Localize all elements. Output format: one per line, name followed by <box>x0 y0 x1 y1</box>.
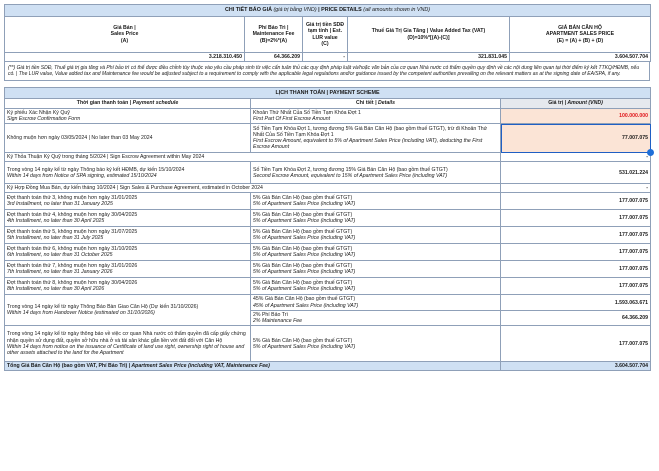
table-row <box>5 162 651 184</box>
certificate-detail: 5% Giá Bán Căn Hộ (bao gồm thuế GTGT) 5% of Apartment Sales Price (including VAT) <box>251 326 501 362</box>
handover-detail-a: 45% Giá Bán Căn Hộ (bao gồm thuế GTGT) 45% of Apartment Sales Price (including VAT) <box>251 295 501 310</box>
header-details: Chi tiết | Details <box>251 99 501 108</box>
schedule-detail: 5% Giá Bán Căn Hộ (bao gồm thuế GTGT) 5% of Apartment Sales Price (including VAT) <box>251 193 501 210</box>
handover-amount-b: 64.366.209 <box>501 310 651 325</box>
certificate-amount: 177.007.075 <box>501 326 651 362</box>
price-value: 3.604.507.704 <box>510 53 651 62</box>
schedule-amount: 177.007.075 <box>501 261 651 278</box>
schedule-amount: - <box>501 184 651 193</box>
schedule-detail: 5% Giá Bán Căn Hộ (bao gồm thuế GTGT) 5% of Apartment Sales Price (including VAT) <box>251 244 501 261</box>
total-amount: 3.604.507.704 <box>501 362 651 371</box>
header-amount: Giá trị | Amount (VND) <box>501 99 651 108</box>
table-row <box>5 278 651 295</box>
schedule-amount: 177.007.075 <box>501 210 651 227</box>
price-column-header: GIÁ BÁN CĂN HỘ APARTMENT SALES PRICE (E) = (A) + (B) + (D) <box>510 17 651 53</box>
quotation-document <box>4 4 650 371</box>
table-row <box>5 193 651 210</box>
schedule-detail: Số Tiền Tạm Khóa Đợt 2, tương đương 15% Giá Bán Căn Hộ (bao gồm thuế GTGT) Second Escrow Amount, equivalent to 15% of Apartment Sales Price (including VAT) <box>251 162 501 184</box>
schedule-detail: 5% Giá Bán Căn Hộ (bao gồm thuế GTGT) 5% of Apartment Sales Price (including VAT) <box>251 210 501 227</box>
selection-handle[interactable] <box>647 149 654 156</box>
handover-detail-b: 2% Phí Bảo Trì 2% Maintenance Fee <box>251 310 501 325</box>
schedule-time: Không muộn hơn ngày 03/05/2024 | No later than 03 May 2024 <box>5 124 251 153</box>
payment-scheme-table <box>4 87 651 371</box>
price-column-header: Giá trị tiền SDĐ tạm tính | Est. LUR value (C) <box>303 17 348 53</box>
schedule-amount: 100.000.000 <box>501 108 651 123</box>
schedule-amount: 177.007.075 <box>501 278 651 295</box>
table-row <box>5 124 651 153</box>
table-row <box>5 244 651 261</box>
schedule-time: Đợt thanh toán thứ 3, không muộn hơn ngày 31/01/2025 3rd Installment, no later than 31 January 2025 <box>5 193 251 210</box>
price-column-header: Thuế Giá Trị Gia Tăng | Value Added Tax (VAT) (D)=10%*[(A)-(C)] <box>348 17 510 53</box>
schedule-detail: 5% Giá Bán Căn Hộ (bao gồm thuế GTGT) 5% of Apartment Sales Price (including VAT) <box>251 278 501 295</box>
table-row <box>5 210 651 227</box>
schedule-time: Đợt thanh toán thứ 8, không muộn hơn ngày 30/04/2026 8th Installment, no later than 30 April 2026 <box>5 278 251 295</box>
schedule-amount[interactable]: 77.007.075 <box>501 124 651 153</box>
handover-time: Trong vòng 14 ngày kể từ ngày Thông Báo Bàn Giao Căn Hộ (Dự kiến 31/10/2026) Within 14 days from Handover Notice (estimated on 31/10/2026) <box>5 295 251 326</box>
total-label: Tổng Giá Bán Căn Hộ (bao gồm VAT, Phí Bảo Trì) | Apartment Sales Price (including VAT, Maintenance Fee) <box>5 362 501 371</box>
schedule-time: Đợt thanh toán thứ 4, không muộn hơn ngày 30/04/2025 4th Installment, no later than 30 April 2025 <box>5 210 251 227</box>
price-value: 64.366.209 <box>245 53 303 62</box>
table-row <box>5 227 651 244</box>
schedule-amount: - <box>501 153 651 162</box>
schedule-detail: Số Tiền Tạm Khóa Đợt 1, tương đương 5% Giá Bán Căn Hộ (bao gồm thuế GTGT), trừ đi Khoản Thứ Nhất Của Số Tiền Tạm Khóa Đợt 1 First Escrow Amount, equivalent to 5% of Apartment Sales Price (including VAT), deducting the First Escrow Amount <box>251 124 501 153</box>
header-payment-schedule: Thời gian thanh toán | Payment schedule <box>5 99 251 108</box>
schedule-time: Ký phiếu Xác Nhận Ký Quỹ Sign Escrow Confirmation Form <box>5 108 251 123</box>
table-row <box>5 261 651 278</box>
price-note: (**) Giá trị tiền SDĐ, Thuế giá trị gia tăng và Phí bảo trì có thể được điều chỉnh tùy thuộc vào yêu cầu pháp sinh từ việc cẩn tuân thủ các quy định pháp luật và/hoặc văn bản của cơ quan Nhà nước có thẩm quyền quy định về các nội dung liên quan tại thời điểm ký kết TTKQ/HĐMB, nếu có. | The LUR value, Value added tax and Maintenance fee would be adjusted subject to a requirement to comply with the applicable legal regulations and/or guidance issued by the competent authorities prevailing on the relevant matters as at the signing date of EA/SPA, if any. <box>4 62 650 81</box>
table-row <box>5 184 651 193</box>
price-value: 3.218.310.450 <box>5 53 245 62</box>
schedule-time: Đợt thanh toán thứ 6, không muộn hơn ngày 31/10/2025 6th Installment, no later than 31 October 2025 <box>5 244 251 261</box>
table-row <box>5 108 651 123</box>
price-value: 321.831.045 <box>348 53 510 62</box>
certificate-time: Trong vòng 14 ngày kể từ ngày thông báo về việc cơ quan Nhà nước có thẩm quyền đã cấp giấy chứng nhận quyền sử dụng đất, quyền sở hữu nhà ở và tài sản khác gắn liền với đất đối với Căn Hộ Within 14 days from notice on the issuance of Certificate of land use right, ownership right of house and other assets attached to the land for the Apartment <box>5 326 251 362</box>
price-details-table <box>4 4 651 62</box>
schedule-time: Đợt thanh toán thứ 7, không muộn hơn ngày 31/01/2026 7th Installment, no later than 31 January 2026 <box>5 261 251 278</box>
price-value: - <box>303 53 348 62</box>
schedule-amount: 177.007.075 <box>501 193 651 210</box>
schedule-milestone: Ký Thỏa Thuận Ký Quỹ trong tháng 5/2024 | Sign Escrow Agreement within May 2024 <box>5 153 501 162</box>
schedule-amount: 531.021.224 <box>501 162 651 184</box>
schedule-amount: 177.007.075 <box>501 244 651 261</box>
payment-scheme-title: LỊCH THANH TOÁN | PAYMENT SCHEME <box>5 88 651 99</box>
schedule-detail: 5% Giá Bán Căn Hộ (bao gồm thuế GTGT) 5% of Apartment Sales Price (including VAT) <box>251 227 501 244</box>
schedule-detail: 5% Giá Bán Căn Hộ (bao gồm thuế GTGT) 5% of Apartment Sales Price (including VAT) <box>251 261 501 278</box>
price-details-title: CHI TIẾT BÁO GIÁ (giá trị bằng VND) | PRICE DETAILS (all amounts shown in VND) <box>5 5 651 17</box>
schedule-time: Trong vòng 14 ngày kể từ ngày Thông báo ký kết HĐMB, dự kiến 15/10/2024 Within 14 days from Notice of SPA signing, estimated 15/10/2024 <box>5 162 251 184</box>
schedule-amount: 177.007.075 <box>501 227 651 244</box>
price-column-header: Phí Bảo Trì | Maintenance Fee (B)=2%*(A) <box>245 17 303 53</box>
handover-amount-a: 1.593.063.671 <box>501 295 651 310</box>
table-row <box>5 153 651 162</box>
schedule-detail: Khoản Thứ Nhất Của Số Tiền Tạm Khóa Đợt 1 First Part Of First Escrow Amount <box>251 108 501 123</box>
price-column-header: Giá Bán | Sales Price (A) <box>5 17 245 53</box>
schedule-milestone: Ký Hợp Đồng Mua Bán, dự kiến tháng 10/2024 | Sign Sales & Purchase Agreement, estimated in October 2024 <box>5 184 501 193</box>
schedule-time: Đợt thanh toán thứ 5, không muộn hơn ngày 31/07/2025 5th Installment, no later than 31 July 2025 <box>5 227 251 244</box>
